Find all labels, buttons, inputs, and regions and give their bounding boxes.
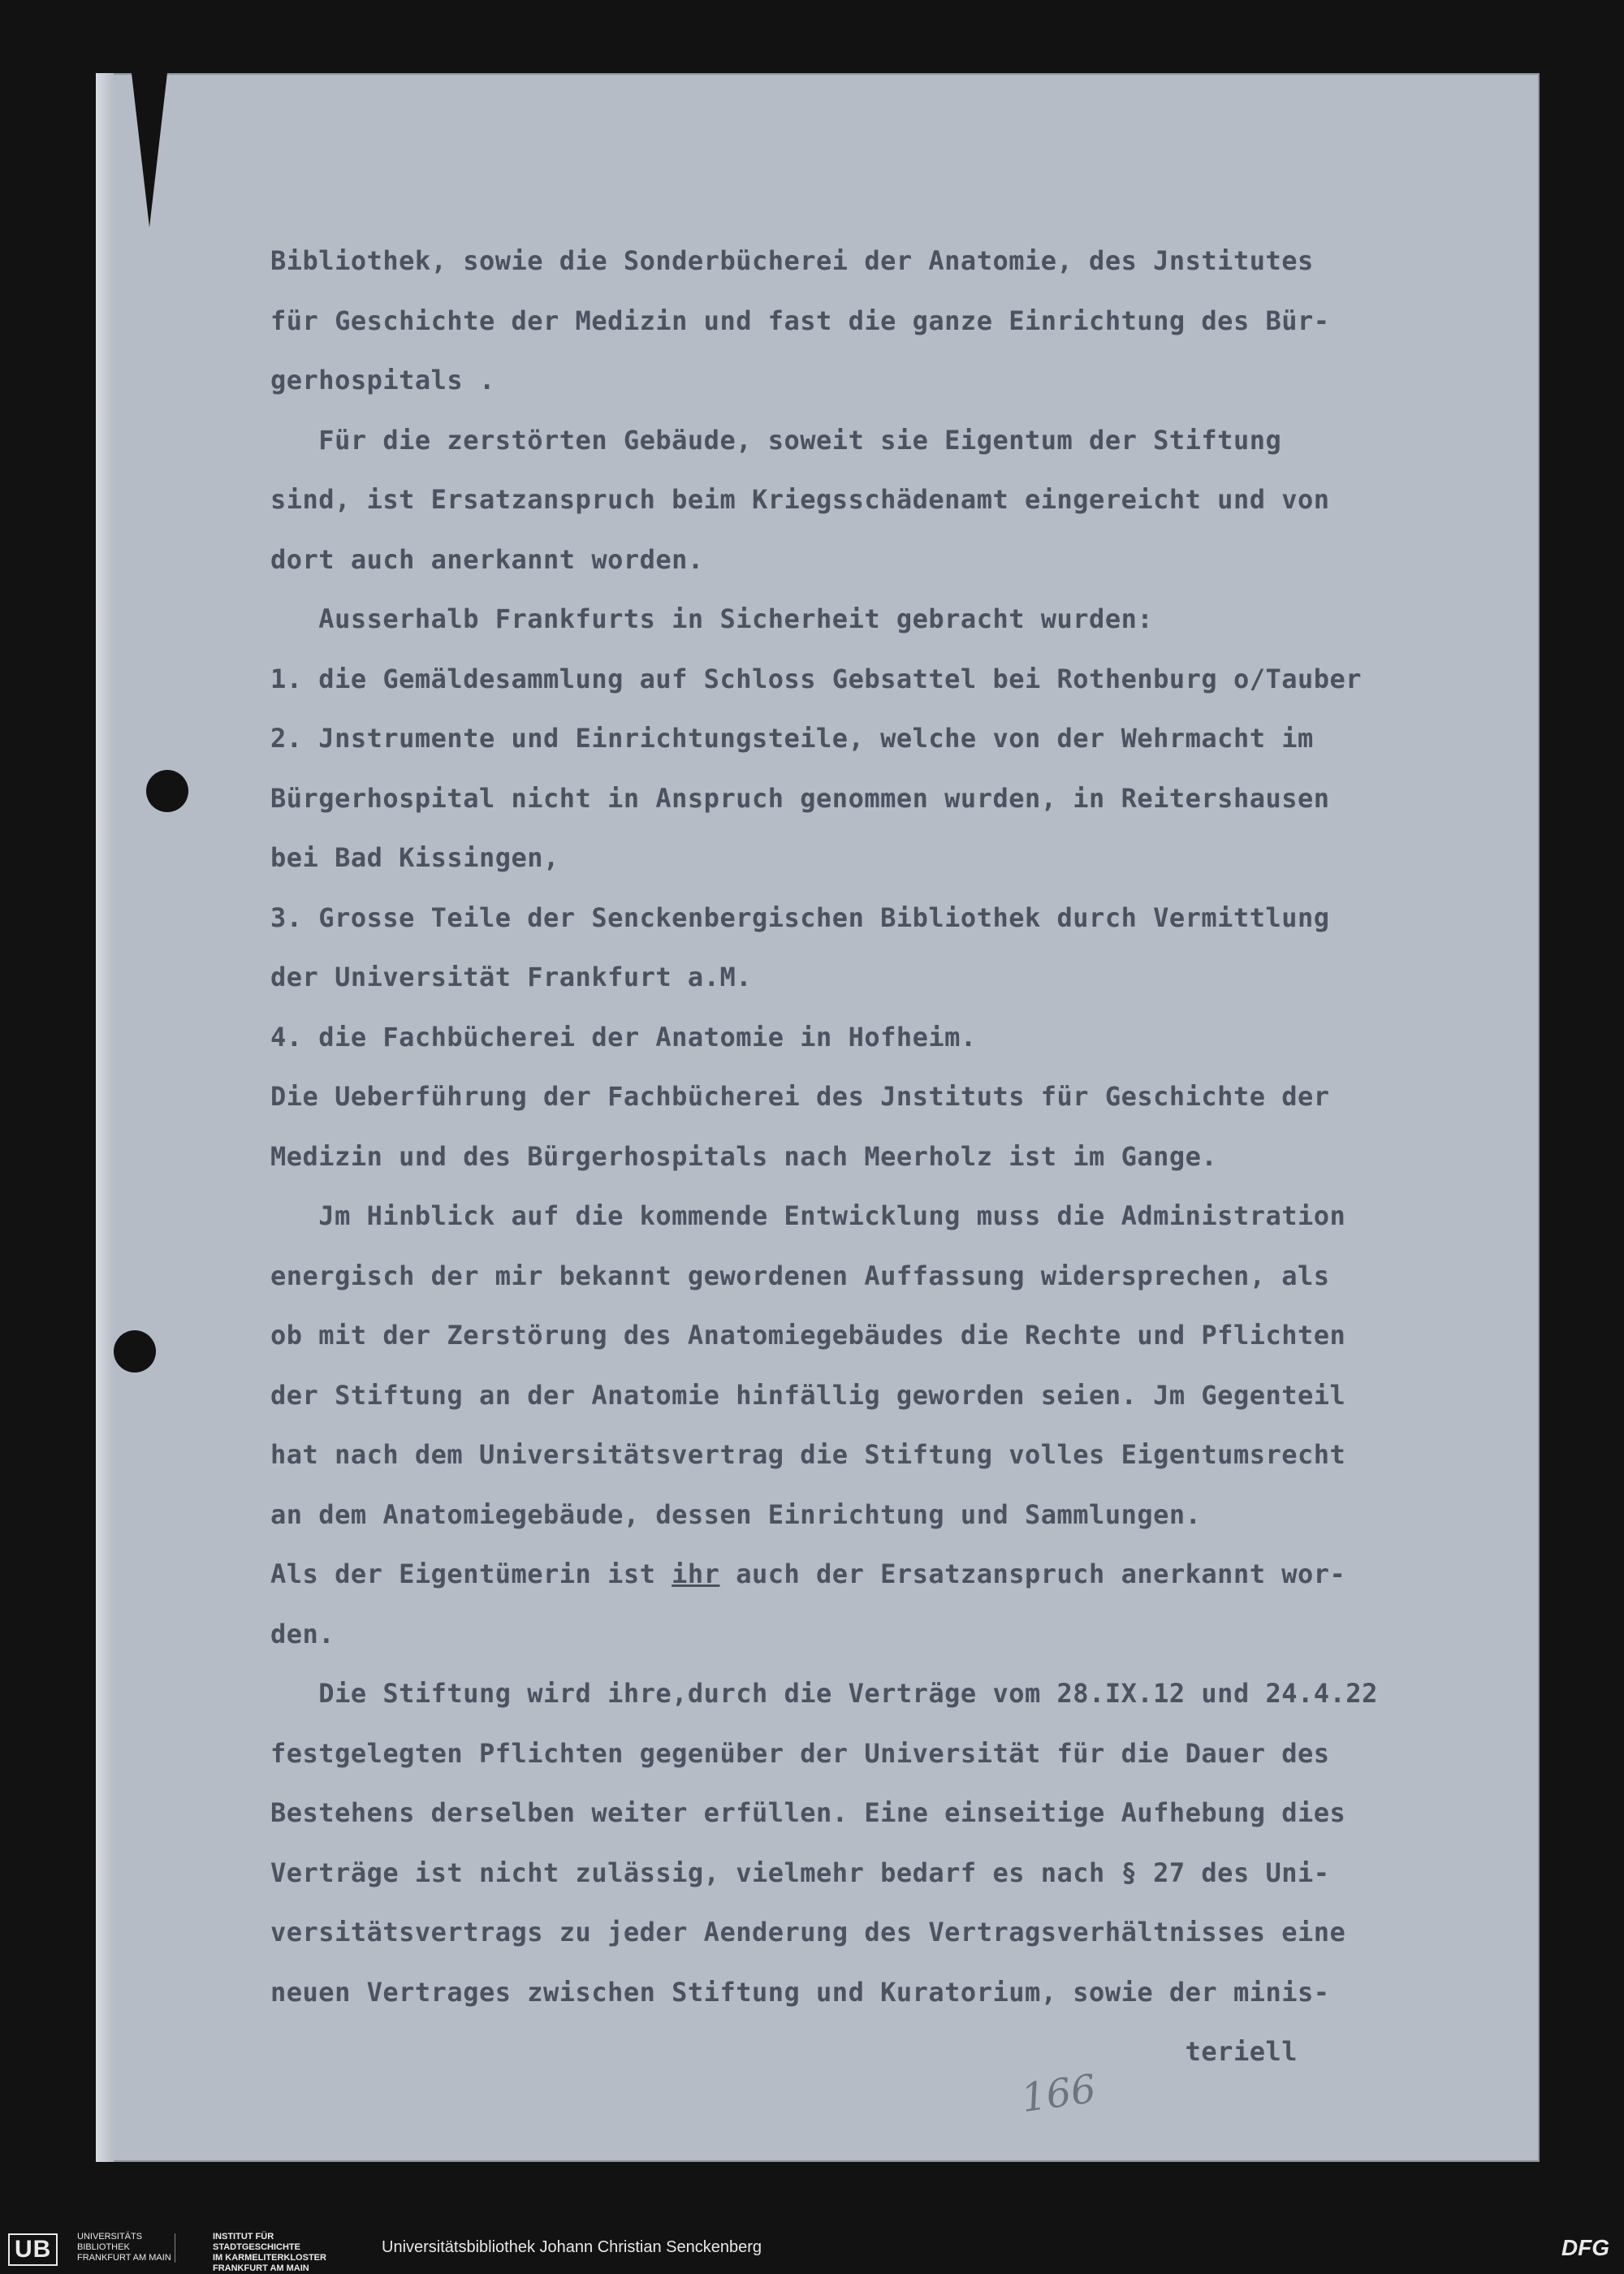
isg-text-line: IM KARMELITERKLOSTER [213,2253,326,2263]
underlined-word: ihr [672,1559,720,1589]
text-line: energisch der mir bekannt gewordenen Auffassung widersprechen, als [270,1260,1330,1291]
isg-institution-text [213,2232,326,2274]
text-line: der Stiftung an der Anatomie hinfällig geworden seien. Jm Gegenteil [270,1379,1346,1411]
text-line: Bibliothek, sowie die Sonderbücherei der Anatomie, des Jnstitutes [270,245,1314,276]
text-line: Für die zerstörten Gebäude, soweit sie Eigentum der Stiftung [270,424,1282,456]
ub-text-line: UNIVERSITÄTS [77,2232,143,2242]
text-fragment: auch der Ersatzanspruch anerkannt wor- [719,1559,1346,1589]
text-line: ob mit der Zerstörung des Anatomiegebäudes die Rechte und Pflichten [270,1320,1346,1351]
text-line: sind, ist Ersatzanspruch beim Kriegsschädenamt eingereicht und von [270,484,1330,515]
ub-text-line: BIBLIOTHEK [77,2242,130,2252]
text-line: Bestehens derselben weiter erfüllen. Eine einseitige Aufhebung dies [270,1797,1346,1828]
ub-logo: UB [8,2233,58,2266]
text-line: den. [270,1618,335,1649]
text-line: 3. Grosse Teile der Senckenbergischen Bibliothek durch Vermittlung [270,901,1330,933]
typed-text-block [270,231,1537,2082]
punch-hole [114,1330,156,1373]
ub-text-line: FRANKFURT AM MAIN [77,2253,171,2263]
text-line: 4. die Fachbücherei der Anatomie in Hofheim. [270,1021,977,1053]
text-line: 2. Jnstrumente und Einrichtungsteile, welche von der Wehrmacht im [270,723,1314,754]
text-line: Verträge ist nicht zulässig, vielmehr bedarf es nach § 27 des Uni- [270,1857,1330,1888]
document-page [96,73,1540,2162]
text-line: Ausserhalb Frankfurts in Sicherheit gebracht wurden: [270,603,1154,634]
paper-edge [96,73,114,2162]
text-line: Die Ueberführung der Fachbücherei des Jnstituts für Geschichte der [270,1081,1330,1112]
isg-text-line: INSTITUT FÜR [213,2232,274,2242]
text-line: Bürgerhospital nicht in Anspruch genommen wurden, in Reitershausen [270,782,1330,814]
text-line: Jm Hinblick auf die kommende Entwicklung muss die Administration [270,1200,1346,1231]
text-line: gerhospitals . [270,365,495,396]
isg-text-line: STADTGESCHICHTE [213,2242,300,2252]
text-line: Medizin und des Bürgerhospitals nach Meerholz ist im Gange. [270,1140,1218,1172]
text-line: festgelegten Pflichten gegenüber der Universität für die Dauer des [270,1737,1330,1769]
text-line: 1. die Gemäldesammlung auf Schloss Gebsattel bei Rothenburg o/Tauber [270,663,1363,694]
text-line: Die Stiftung wird ihre,durch die Verträge vom 28.IX.12 und 24.4.22 [270,1678,1378,1709]
text-fragment: Als der Eigentümerin ist [270,1559,672,1589]
text-line: dort auch anerkannt worden. [270,543,704,575]
text-line: hat nach dem Universitätsvertrag die Stiftung volles Eigentumsrecht [270,1439,1346,1470]
handwritten-page-number: 166 [1018,2065,1099,2122]
paper-tear-mark [132,73,167,227]
dfg-logo: DFG [1561,2235,1609,2260]
text-line: für Geschichte der Medizin und fast die ganze Einrichtung des Bür- [270,305,1330,336]
text-line: teriell [270,2036,1298,2067]
text-line [270,1545,1537,1605]
library-name: Universitätsbibliothek Johann Christian Senckenberg [382,2238,762,2256]
text-line: an dem Anatomiegebäude, dessen Einrichtung und Sammlungen. [270,1498,1202,1530]
punch-hole [146,770,188,812]
ub-institution-text [77,2232,171,2263]
text-line: versitätsvertrags zu jeder Aenderung des Vertragsverhältnisses eine [270,1917,1346,1948]
text-line: bei Bad Kissingen, [270,842,559,873]
isg-text-line: FRANKFURT AM MAIN [213,2263,309,2273]
footer-bar [0,2224,1624,2272]
text-line: neuen Vertrages zwischen Stiftung und Kuratorium, sowie der minis- [270,1976,1330,2008]
text-line: der Universität Frankfurt a.M. [270,962,752,992]
